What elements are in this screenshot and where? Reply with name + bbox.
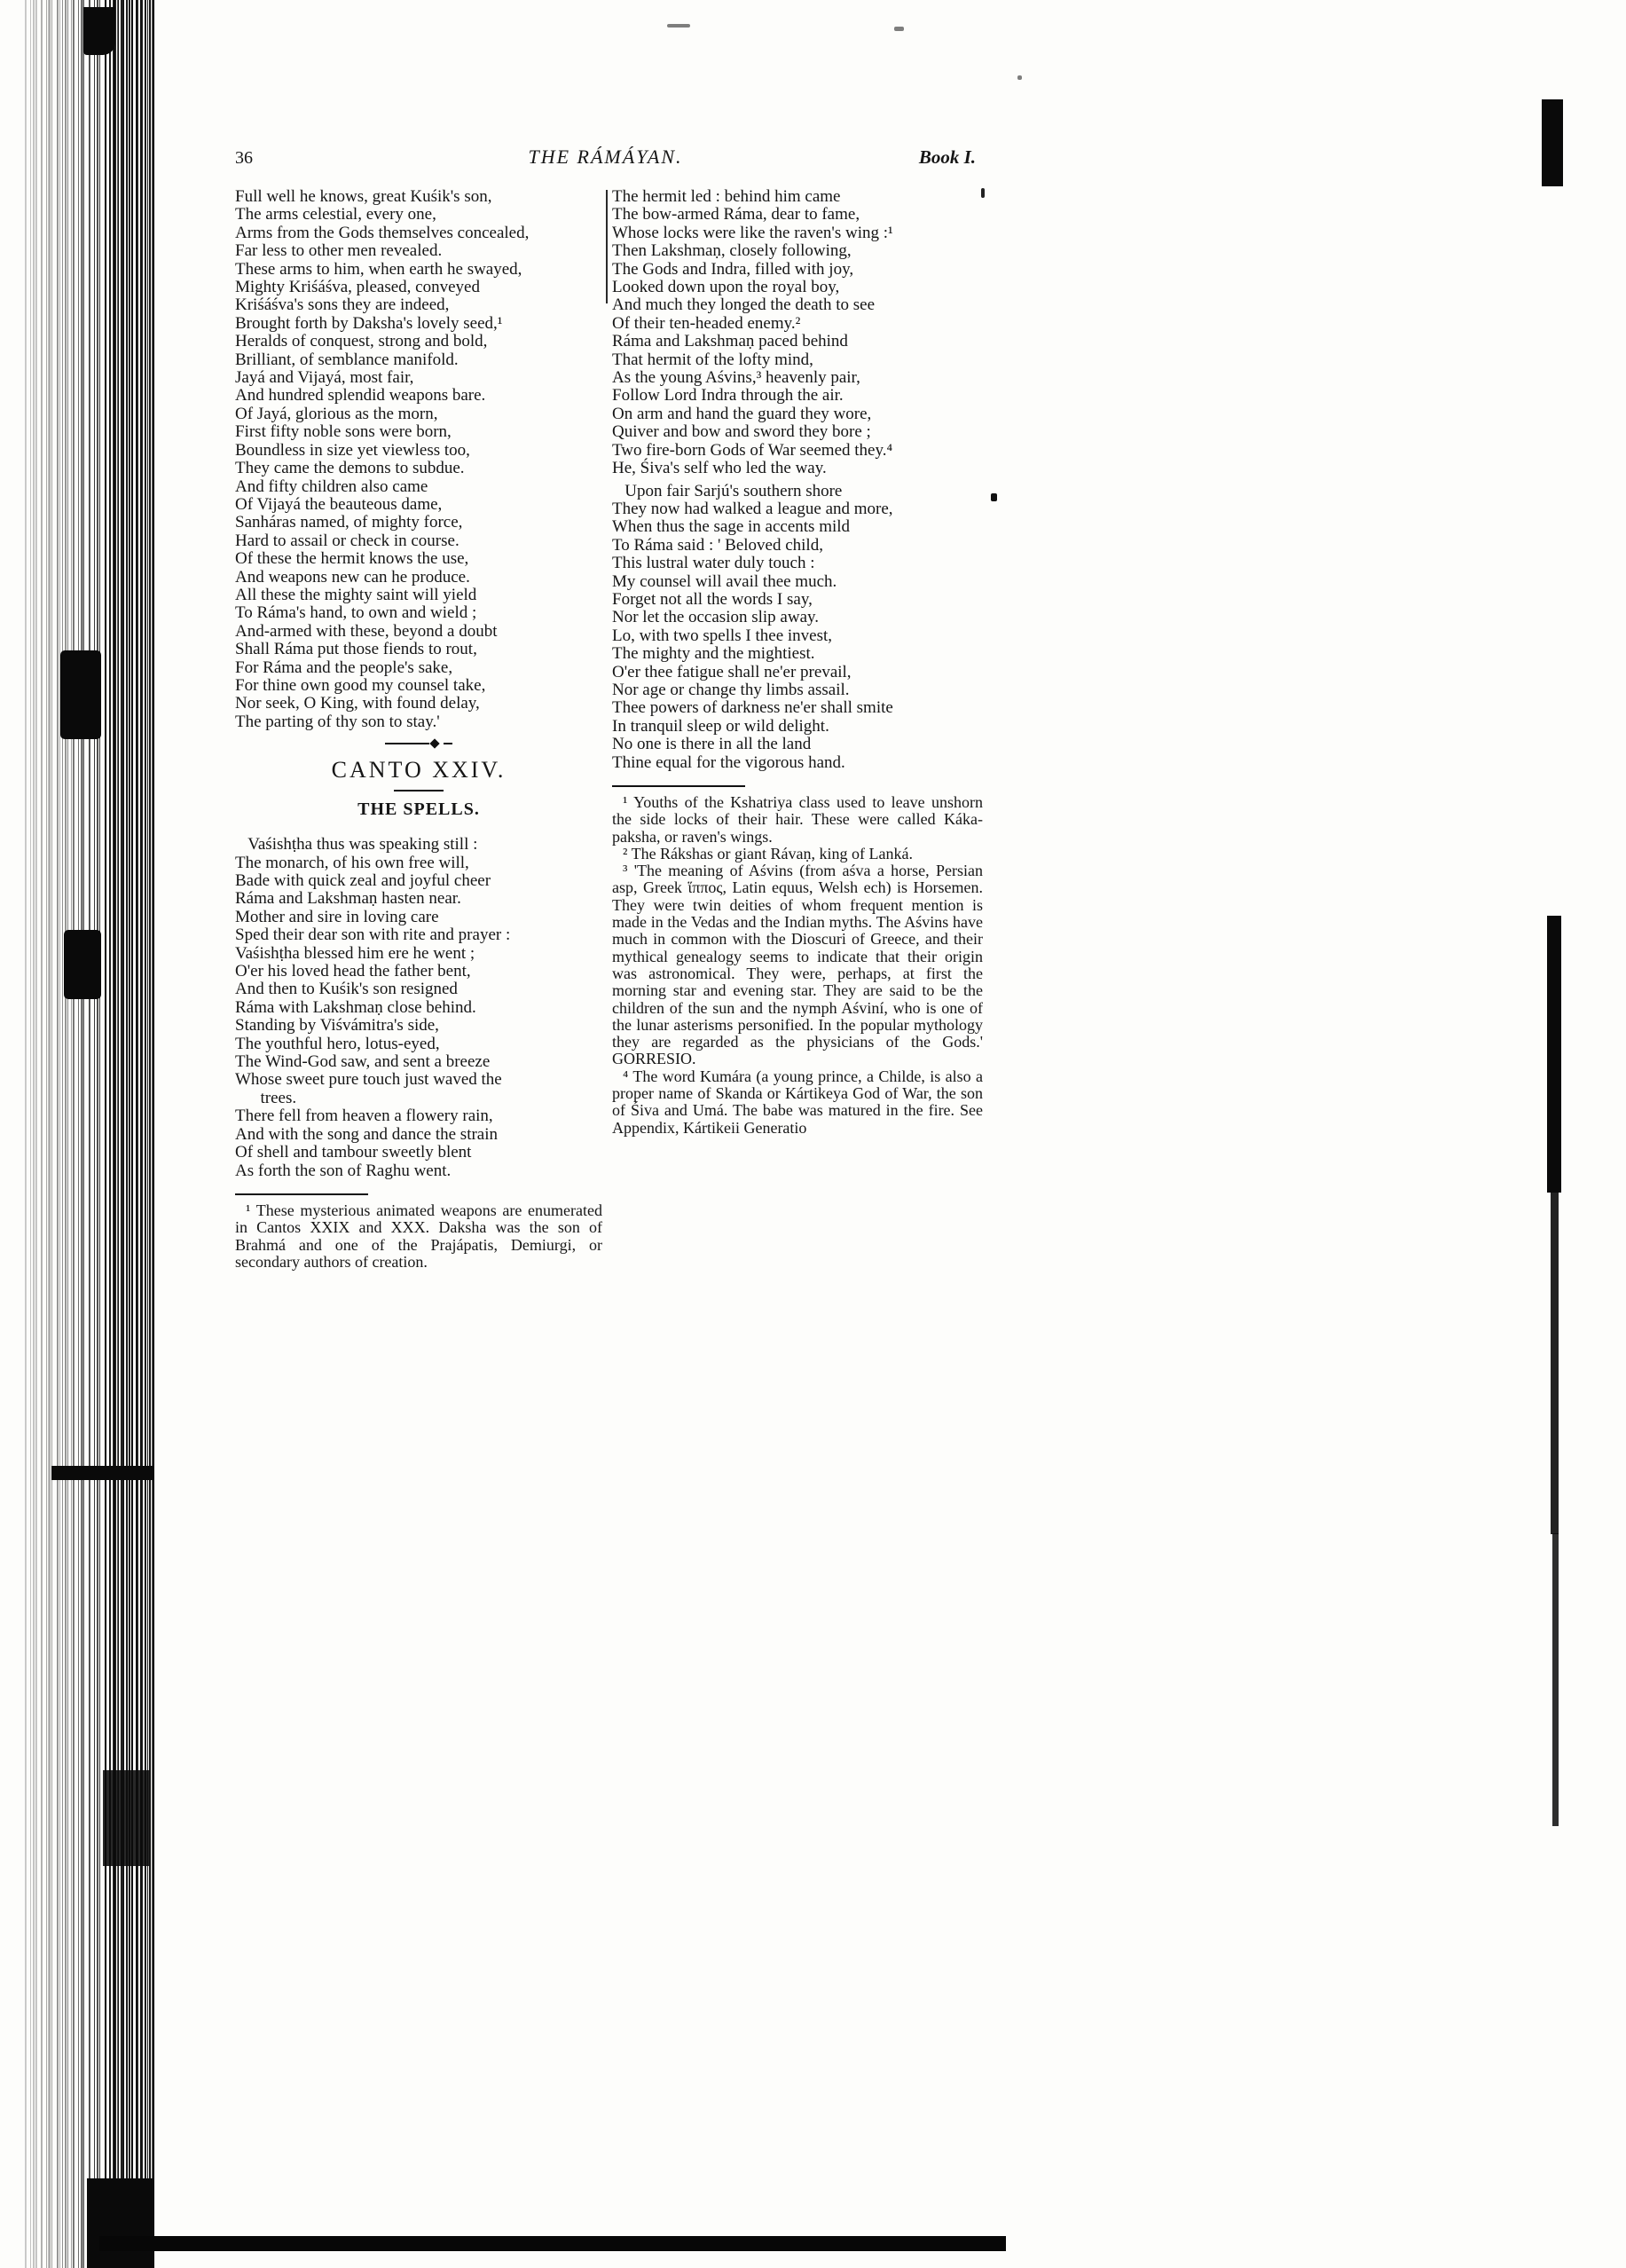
poem-line: And with the song and dance the strain [235,1124,499,1144]
poem-line: This lustral water duly touch : [612,554,815,573]
poem-line: Nor let the occasion slip away. [612,608,820,627]
poem-line: Whose sweet pure touch just waved the [235,1070,502,1090]
scan-speck [667,24,690,28]
poem-line: Looked down upon the royal boy, [612,278,840,297]
poem-line: Of Jayá, glorious as the morn, [235,404,438,423]
poem-line: Thine equal for the vigorous hand. [612,752,845,772]
footnotes-right [612,794,983,1137]
poem-line: Boundless in size yet viewless too, [235,440,470,460]
poem-line: Whose locks were like the raven's wing :¹ [612,223,893,242]
scan-ink-blot [51,1466,154,1480]
poem-line: Brilliant, of semblance manifold. [235,350,459,369]
scan-binding-streaks-dense [105,0,156,2268]
poem-line: Lo, with two spells I thee invest, [612,626,833,645]
poem-line: In tranquil sleep or wild delight. [612,716,829,736]
ornament-dash [444,743,452,744]
poem-line: Sped their dear son with rite and prayer : [235,925,511,945]
footnote-paragraph: ² The Rákshas or giant Rávaṇ, king of Lanká. [623,844,913,862]
scan-speck [991,493,997,501]
poem-left-1 [235,188,602,731]
scan-ink-blot [103,1770,149,1866]
scan-speck [894,27,904,31]
poem-line: Of these the hermit knows the use, [235,549,469,569]
ornament-line [385,743,429,744]
poem-line: They now had walked a league and more, [612,499,893,518]
poem-line: Nor seek, O King, with found delay, [235,694,480,713]
scan-edge-bar [1542,99,1563,186]
footnotes-left [235,1202,602,1271]
footnote-paragraph: ³ 'The meaning of Aśvins (from aśva a horse, Persian asp, Greek ἵππος, Latin equus, Welsh ech) is Horsemen. They were twin deities of whom frequent mention is made in the Vedas and the Indian myths. The Aśvins have much in common with the Dioscuri of Greece, and their mythical genealogy seems to indicate that their origin was astronomical. They were, perhaps, at first the morning star and evening star. They are said to be the children of the sun and the nymph Aśviní, who is one of the lunar asterisms personified. In the popular mythology they are regarded as the physicians of the Gods.' GORRESIO. [612,862,983,1068]
poem-right-2 [612,483,983,773]
poem-line: Mighty Kriśáśva, pleased, conveyed [235,278,480,297]
poem-line: The mighty and the mightiest. [612,644,815,664]
poem-line: And-armed with these, beyond a doubt [235,621,498,641]
poem-line: Of shell and tambour sweetly blent [235,1143,472,1162]
poem-line: Quiver and bow and sword they bore ; [612,422,871,442]
poem-line: On arm and hand the guard they wore, [612,404,872,423]
scan-edge-bar [1547,916,1561,1193]
poem-line: First fifty noble sons were born, [235,422,452,442]
scan-ink-blot [83,7,115,55]
footnote-rule-left [235,1193,368,1195]
poem-line: The monarch, of his own free will, [235,853,469,872]
poem-line: Shall Ráma put those fiends to rout, [235,640,477,659]
poem-line: The hermit led : behind him came [612,187,841,206]
scan-ink-blot [64,930,101,999]
poem-line: My counsel will avail thee much. [612,571,837,591]
poem-line: Ráma with Lakshmaṇ close behind. [235,997,476,1017]
poem-line: Heralds of conquest, strong and bold, [235,332,488,351]
book-number: Book I. [918,146,976,168]
poem-line: There fell from heaven a flowery rain, [235,1106,493,1126]
poem-line: When thus the sage in accents mild [612,517,851,537]
poem-line: These arms to him, when earth he swayed, [235,259,522,279]
poem-line: Ráma and Lakshmaṇ paced behind [612,332,848,351]
poem-line: And fifty children also came [235,476,428,496]
scan-edge-bar [1551,1193,1559,1534]
poem-line: Sanháras named, of mighty force, [235,513,463,532]
book-title: THE RÁMÁYAN. [528,146,683,168]
poem-line: Full well he knows, great Kuśik's son, [235,187,492,206]
poem-line: And weapons new can he produce. [235,567,470,587]
canto-rule [394,790,444,791]
poem-line: Thee powers of darkness ne'er shall smite [612,698,893,718]
poem-line: The Gods and Indra, filled with joy, [612,259,854,279]
section-divider-ornament [235,737,602,750]
poem-line: All these the mighty saint will yield [235,585,477,604]
scan-bottom-bar [99,2236,1006,2251]
poem-line: The parting of thy son to stay.' [235,712,440,731]
poem-line: The Wind-God saw, and sent a breeze [235,1052,491,1072]
poem-line: The bow-armed Ráma, dear to fame, [612,205,860,224]
poem-line: Two fire-born Gods of War seemed they.⁴ [612,440,893,460]
footnote-paragraph: ¹ These mysterious animated weapons are enumerated in Cantos XXIX and XXX. Daksha was the son of Brahmá and one of the Prajápatis, Demiurgi, or secondary authors of creation. [235,1201,602,1271]
poem-line: To Ráma's hand, to own and wield ; [235,603,477,623]
scan-ink-blot [87,2178,153,2268]
poem-left-2 [235,836,602,1180]
poem-line: That hermit of the lofty mind, [612,350,813,369]
poem-line: As forth the son of Raghu went. [235,1161,452,1180]
left-column [235,188,602,1271]
poem-line: O'er thee fatigue shall ne'er prevail, [612,662,852,681]
poem-line: As the young Aśvins,³ heavenly pair, [612,368,860,388]
poem-line: And then to Kuśik's son resigned [235,980,458,999]
footnote-rule-right [612,785,745,787]
ornament-diamond [429,739,439,749]
page-number: 36 [235,148,253,168]
footnote-paragraph: ⁴ The word Kumára (a young prince, a Childe, is also a proper name of Skanda or Kártikeya God of War, the son of Śiva and Umá. The babe was matured in the fire. See Appendix, Kártikeii Generatio [612,1067,983,1137]
section-heading: THE SPELLS. [357,799,480,820]
poem-line: O'er his loved head the father bent, [235,962,471,981]
poem-line: The arms celestial, every one, [235,205,436,224]
poem-line: Of Vijayá the beauteous dame, [235,494,443,514]
poem-line: Kriśáśva's sons they are indeed, [235,295,450,315]
poem-line: Forget not all the words I say, [612,589,813,609]
poem-line: Hard to assail or check in course. [235,531,460,550]
poem-line: Of their ten-headed enemy.² [612,313,801,333]
running-head [235,146,976,169]
poem-line: Far less to other men revealed. [235,241,443,261]
footnote-paragraph: ¹ Youths of the Kshatriya class used to leave unshorn the side locks of their hair. These were called Káka-paksha, or raven's wings. [612,793,983,846]
poem-line: For Ráma and the people's sake, [235,658,453,677]
poem-line: Follow Lord Indra through the air. [612,386,844,406]
poem-right-1 [612,188,983,478]
poem-line: He, Śiva's self who led the way. [612,459,827,478]
poem-line: For thine own good my counsel take, [235,675,486,695]
poem-line: They came the demons to subdue. [235,459,465,478]
poem-line: No one is there in all the land [612,735,812,754]
scan-ink-blot [60,650,101,739]
poem-line: Ráma and Lakshmaṇ hasten near. [235,889,461,909]
poem-line: trees. [235,1088,297,1107]
poem-line: Vaśishṭha blessed him ere he went ; [235,943,475,963]
poem-line: The youthful hero, lotus-eyed, [235,1034,440,1053]
scan-edge-bar [1552,1533,1559,1826]
poem-line: Bade with quick zeal and joyful cheer [235,871,491,890]
poem-line: And hundred splendid weapons bare. [235,386,486,406]
scan-speck [1017,75,1022,80]
poem-line: Brought forth by Daksha's lovely seed,¹ [235,313,503,333]
right-column [612,188,983,1137]
column-crease-line [606,190,608,303]
poem-line: Arms from the Gods themselves concealed, [235,223,530,242]
poem-line: And much they longed the death to see [612,295,876,315]
poem-line: Nor age or change thy limbs assail. [612,680,850,699]
poem-line: Standing by Viśvámitra's side, [235,1016,439,1036]
poem-line: To Ráma said : ' Beloved child, [612,535,823,555]
poem-line: Upon fair Sarjú's southern shore [612,481,843,500]
poem-line: Jayá and Vijayá, most fair, [235,368,414,388]
poem-line: Vaśishṭha thus was speaking still : [235,835,478,854]
poem-line: Mother and sire in loving care [235,907,439,926]
canto-heading: CANTO XXIV. [331,757,507,784]
poem-line: Then Lakshmaṇ, closely following, [612,241,852,261]
